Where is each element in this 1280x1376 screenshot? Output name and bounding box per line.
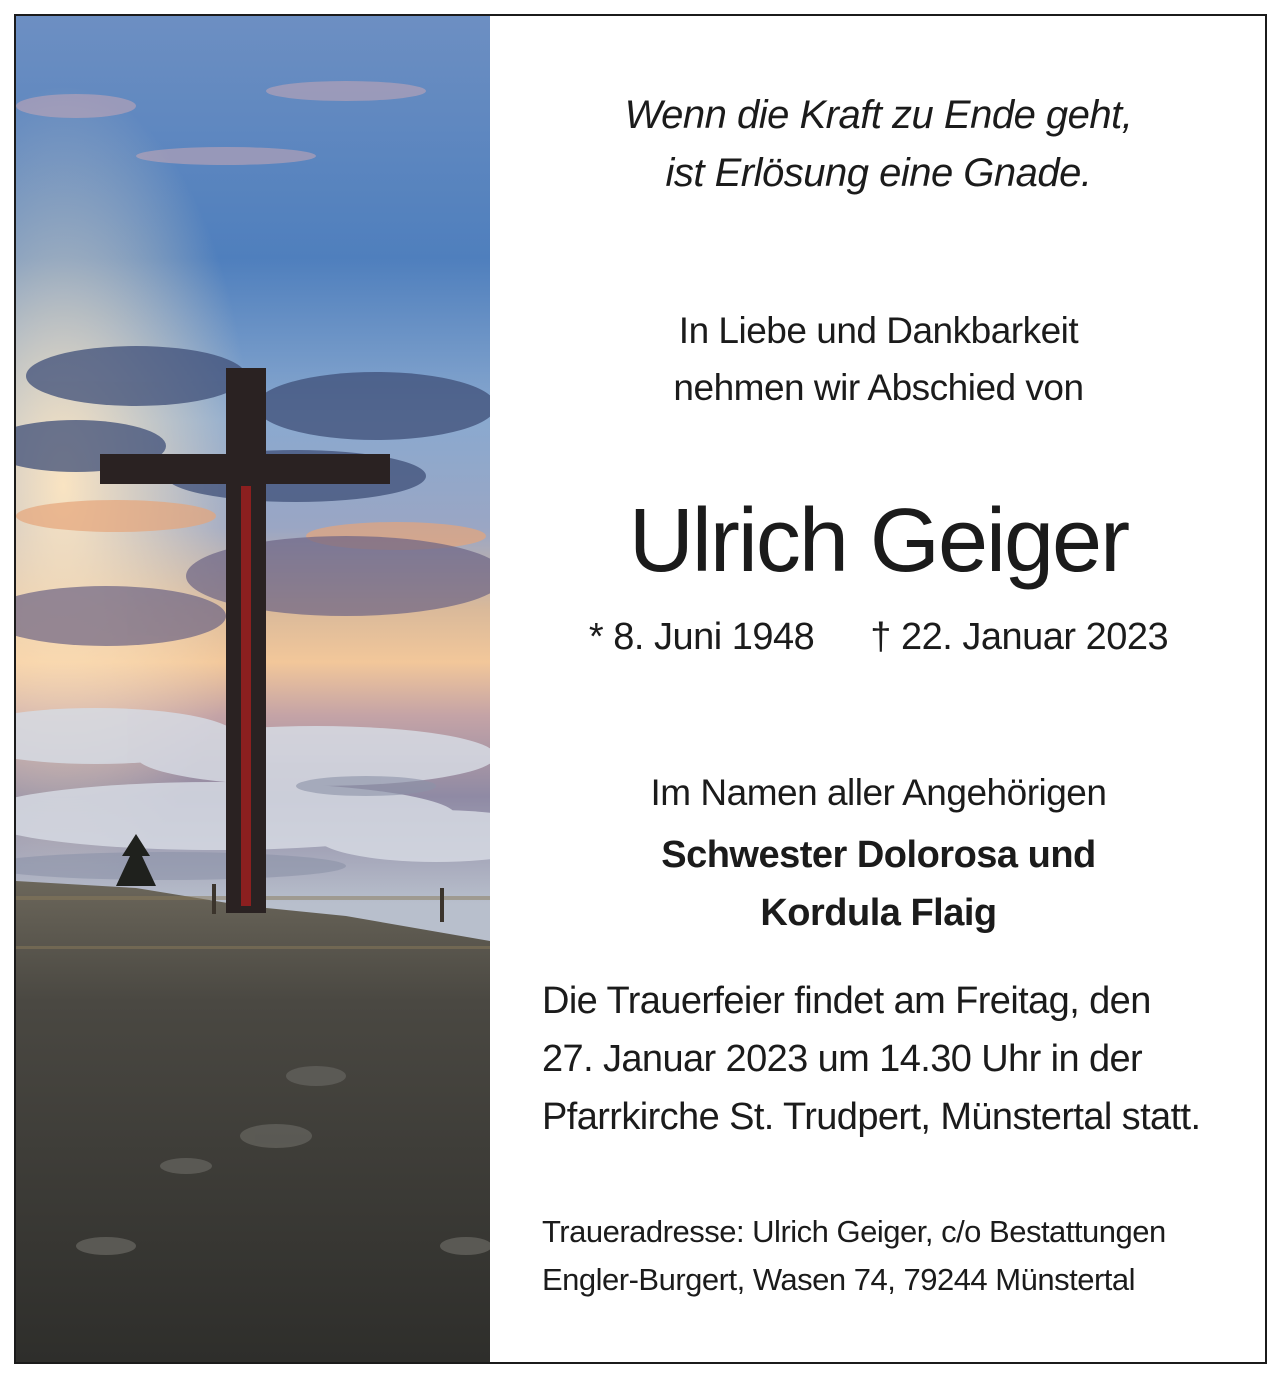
ceremony-info: [542, 972, 1262, 1146]
cross-landscape-photo: [16, 16, 490, 1362]
death-date: † 22. Januar 2023: [870, 616, 1169, 658]
address-line: Traueradresse: Ulrich Geiger, c/o Bestattungen: [542, 1214, 1166, 1249]
family-line: Schwester Dolorosa und: [661, 834, 1096, 876]
family-names: [490, 826, 1267, 942]
ceremony-line: Die Trauerfeier findet am Freitag, den: [542, 980, 1151, 1022]
ceremony-line: 27. Januar 2023 um 14.30 Uhr in der: [542, 1038, 1143, 1080]
motto-line: Wenn die Kraft zu Ende geht,: [624, 93, 1133, 137]
intro-line: In Liebe und Dankbarkeit: [678, 310, 1079, 351]
birth-date: * 8. Juni 1948: [588, 616, 815, 658]
motto-line: ist Erlösung eine Gnade.: [665, 151, 1092, 195]
obituary-notice: [14, 14, 1267, 1364]
deceased-name: Ulrich Geiger: [628, 491, 1129, 591]
family-intro: Im Namen aller Angehörigen: [650, 772, 1107, 813]
ceremony-line: Pfarrkirche St. Trudpert, Münstertal statt.: [542, 1096, 1201, 1138]
intro-line: nehmen wir Abschied von: [673, 367, 1084, 408]
farewell-intro: [490, 302, 1267, 416]
motto-quote: [490, 86, 1267, 202]
life-dates: [490, 614, 1267, 660]
mourning-address: [542, 1208, 1262, 1304]
address-line: Engler-Burgert, Wasen 74, 79244 Münstertal: [542, 1262, 1136, 1297]
family-line: Kordula Flaig: [760, 892, 997, 934]
notice-text: [490, 16, 1267, 1362]
